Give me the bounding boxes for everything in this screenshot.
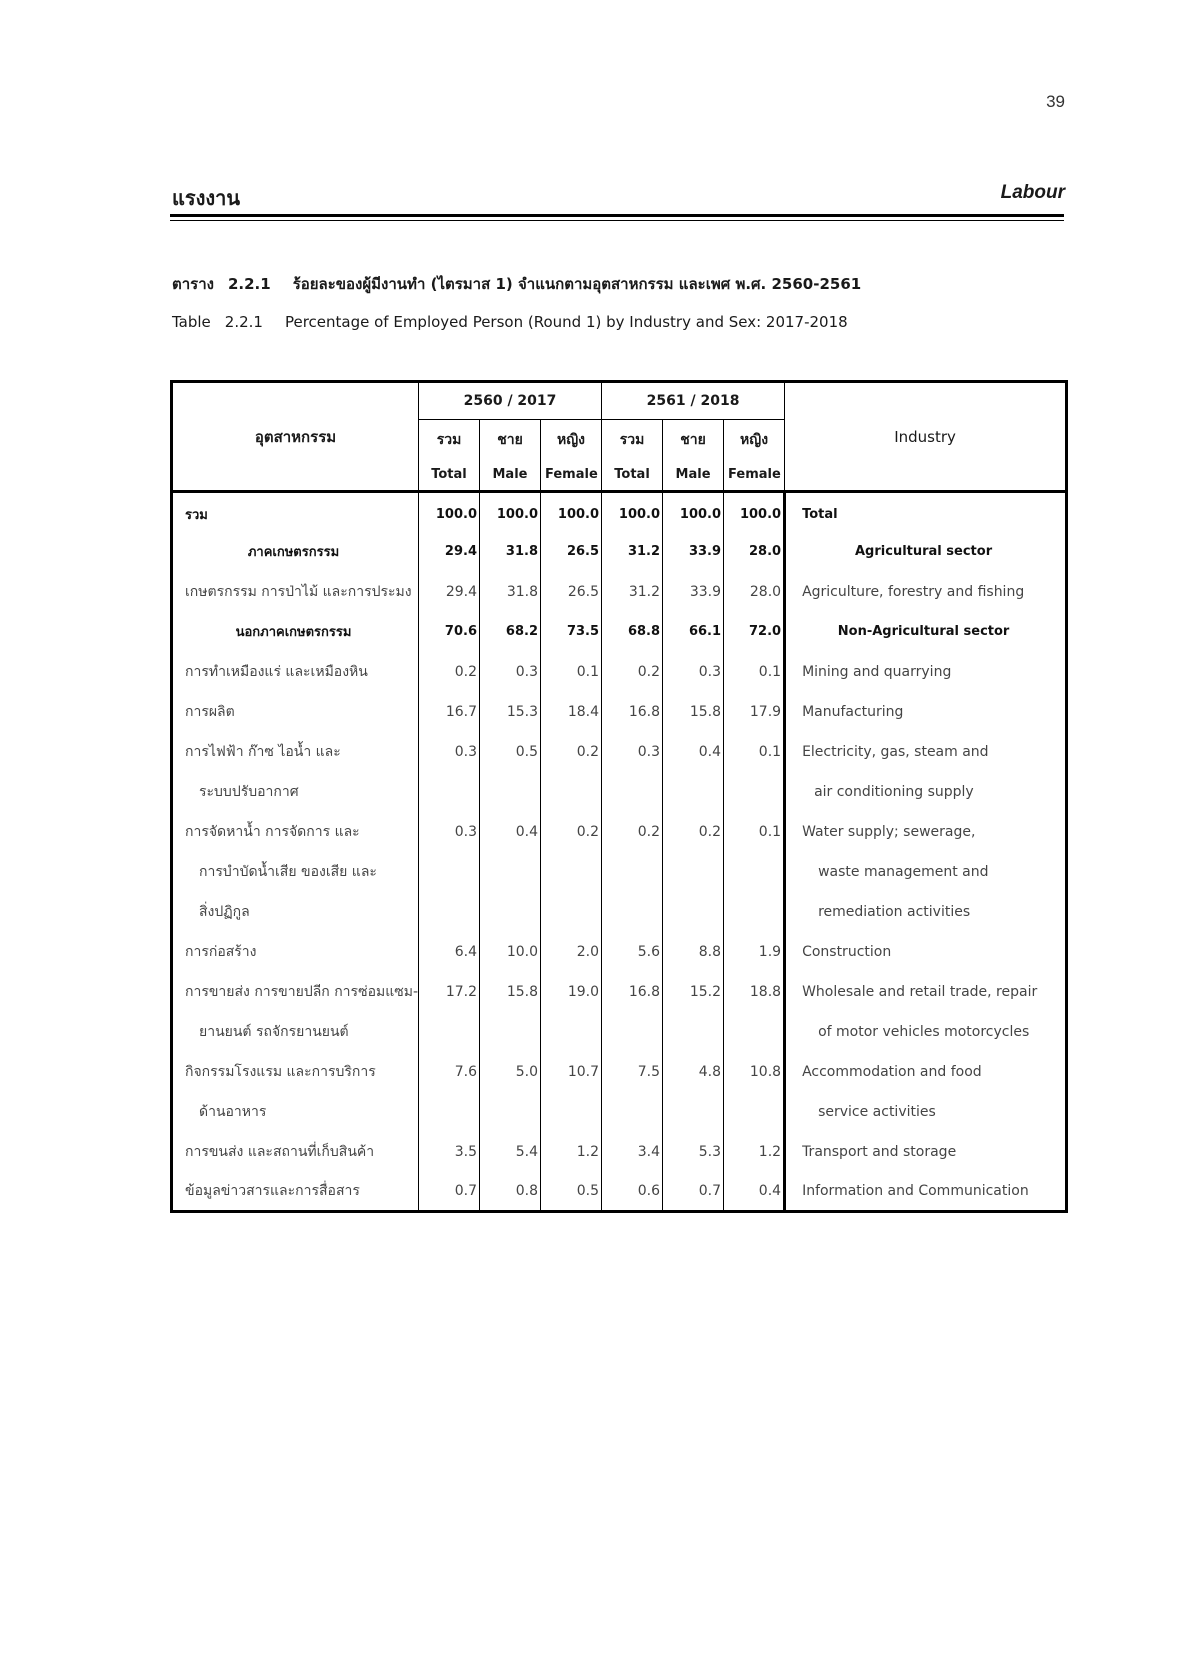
row-label-english: remediation activities: [785, 892, 1067, 932]
value-cell: [480, 772, 541, 812]
value-cell: [419, 772, 480, 812]
value-cell: 28.0: [724, 572, 785, 612]
section-title-english: Labour: [1000, 182, 1065, 203]
row-label-english: Electricity, gas, steam and: [785, 732, 1067, 772]
value-cell: 0.3: [419, 812, 480, 852]
value-cell: [663, 1092, 724, 1132]
value-cell: 8.8: [663, 932, 724, 972]
row-label-english: of motor vehicles motorcycles: [785, 1012, 1067, 1052]
value-cell: 10.7: [541, 1052, 602, 1092]
value-cell: 5.6: [602, 932, 663, 972]
table-row: [172, 932, 1067, 972]
value-cell: [724, 892, 785, 932]
value-cell: 31.8: [480, 532, 541, 572]
header-male-english: Male: [663, 460, 724, 492]
header-year-2560: 2560 / 2017: [419, 382, 602, 420]
value-cell: [724, 852, 785, 892]
row-label-thai: ระบบปรับอากาศ: [199, 783, 299, 800]
row-label-thai: นอกภาคเกษตรกรรม: [235, 625, 352, 640]
value-cell: [419, 1092, 480, 1132]
value-cell: 16.7: [419, 692, 480, 732]
value-cell: [541, 1092, 602, 1132]
value-cell: 0.4: [480, 812, 541, 852]
value-cell: 19.0: [541, 972, 602, 1012]
value-cell: 33.9: [663, 572, 724, 612]
value-cell: 68.8: [602, 612, 663, 652]
header-rule-thin: [170, 220, 1064, 221]
row-label-thai: การไฟฟ้า ก๊าซ ไอน้ำ และ: [185, 743, 341, 760]
header-total-english: Total: [602, 460, 663, 492]
header-male-thai: ชาย: [663, 420, 724, 460]
header-female-english: Female: [724, 460, 785, 492]
header-total-english: Total: [419, 460, 480, 492]
value-cell: [663, 772, 724, 812]
row-label-english: Construction: [785, 932, 1067, 972]
row-label-thai: การขนส่ง และสถานที่เก็บสินค้า: [185, 1143, 375, 1160]
value-cell: 0.3: [419, 732, 480, 772]
row-label-english: Transport and storage: [785, 1132, 1067, 1172]
value-cell: 16.8: [602, 692, 663, 732]
value-cell: [663, 1012, 724, 1052]
header-rule-thick: [170, 214, 1064, 217]
header-year-2561: 2561 / 2018: [602, 382, 785, 420]
table-row: [172, 1172, 1067, 1212]
table-title-english-prefix: Table: [172, 313, 211, 331]
row-label-english: waste management and: [785, 852, 1067, 892]
row-label-thai: รวม: [185, 507, 208, 523]
value-cell: 0.4: [663, 732, 724, 772]
table-row: [172, 772, 1067, 812]
value-cell: 15.2: [663, 972, 724, 1012]
row-label-thai: กิจกรรมโรงแรม และการบริการ: [185, 1063, 376, 1080]
row-label-thai: การจัดหาน้ำ การจัดการ และ: [185, 823, 360, 840]
table-row: [172, 1012, 1067, 1052]
value-cell: 5.3: [663, 1132, 724, 1172]
value-cell: 66.1: [663, 612, 724, 652]
row-label-english: air conditioning supply: [785, 772, 1067, 812]
table-row: [172, 652, 1067, 692]
value-cell: [602, 1092, 663, 1132]
value-cell: 0.1: [541, 652, 602, 692]
row-label-thai: ข้อมูลข่าวสารและการสื่อสาร: [185, 1182, 360, 1199]
value-cell: 29.4: [419, 572, 480, 612]
table-number-english: 2.2.1: [224, 313, 263, 331]
value-cell: [541, 1012, 602, 1052]
header-male-english: Male: [480, 460, 541, 492]
value-cell: 0.3: [480, 652, 541, 692]
table-row: [172, 852, 1067, 892]
value-cell: [602, 852, 663, 892]
value-cell: 3.4: [602, 1132, 663, 1172]
row-label-english: Information and Communication: [785, 1172, 1067, 1212]
table-row: [172, 732, 1067, 772]
value-cell: 26.5: [541, 532, 602, 572]
table-row: [172, 492, 1067, 532]
data-table: [170, 380, 1068, 1213]
table-number: 2.2.1: [227, 275, 271, 293]
value-cell: 28.0: [724, 532, 785, 572]
value-cell: 0.1: [724, 812, 785, 852]
value-cell: 6.4: [419, 932, 480, 972]
value-cell: 33.9: [663, 532, 724, 572]
value-cell: 100.0: [419, 492, 480, 532]
row-label-english: Manufacturing: [785, 692, 1067, 732]
value-cell: 73.5: [541, 612, 602, 652]
row-label-english: Mining and quarrying: [785, 652, 1067, 692]
value-cell: 7.6: [419, 1052, 480, 1092]
value-cell: 17.9: [724, 692, 785, 732]
table-title-thai-text: ร้อยละของผู้มีงานทำ (ไตรมาส 1) จำแนกตามอุตสาหกรรม และเพศ พ.ศ. 2560-2561: [292, 275, 862, 293]
row-label-english: Total: [785, 492, 1067, 532]
value-cell: [419, 1012, 480, 1052]
row-label-thai: การทำเหมืองแร่ และเหมืองหิน: [185, 663, 368, 680]
header-industry-thai: อุตสาหกรรม: [172, 382, 419, 492]
table-title-english-text: Percentage of Employed Person (Round 1) by Industry and Sex: 2017-2018: [284, 313, 848, 331]
table-row: [172, 612, 1067, 652]
value-cell: [724, 1092, 785, 1132]
header-female-thai: หญิง: [724, 420, 785, 460]
value-cell: [419, 892, 480, 932]
row-label-thai: สิ่งปฏิกูล: [199, 903, 250, 920]
value-cell: 0.1: [724, 652, 785, 692]
value-cell: 10.8: [724, 1052, 785, 1092]
value-cell: 0.2: [541, 732, 602, 772]
value-cell: [480, 1012, 541, 1052]
row-label-thai: การก่อสร้าง: [185, 943, 257, 960]
value-cell: 0.3: [663, 652, 724, 692]
value-cell: 100.0: [663, 492, 724, 532]
row-label-thai: ยานยนต์ รถจักรยานยนต์: [199, 1023, 349, 1040]
header-female-thai: หญิง: [541, 420, 602, 460]
row-label-thai: การผลิต: [185, 703, 235, 720]
value-cell: 10.0: [480, 932, 541, 972]
header-female-english: Female: [541, 460, 602, 492]
value-cell: [663, 852, 724, 892]
value-cell: 31.8: [480, 572, 541, 612]
value-cell: [602, 772, 663, 812]
header-total-thai: รวม: [602, 420, 663, 460]
value-cell: [724, 772, 785, 812]
row-label-thai: ด้านอาหาร: [199, 1103, 267, 1120]
value-cell: [541, 772, 602, 812]
header-total-thai: รวม: [419, 420, 480, 460]
value-cell: [419, 852, 480, 892]
value-cell: 3.5: [419, 1132, 480, 1172]
value-cell: 0.2: [602, 812, 663, 852]
value-cell: 72.0: [724, 612, 785, 652]
table-row: [172, 572, 1067, 612]
value-cell: 0.6: [602, 1172, 663, 1212]
row-label-thai: การขายส่ง การขายปลีก การซ่อมแซม-: [185, 983, 419, 1000]
value-cell: 31.2: [602, 532, 663, 572]
table-row: [172, 892, 1067, 932]
value-cell: 26.5: [541, 572, 602, 612]
table-title-thai: [172, 272, 861, 296]
value-cell: 0.4: [724, 1172, 785, 1212]
value-cell: 7.5: [602, 1052, 663, 1092]
value-cell: 100.0: [602, 492, 663, 532]
value-cell: 18.8: [724, 972, 785, 1012]
value-cell: 15.8: [480, 972, 541, 1012]
value-cell: 17.2: [419, 972, 480, 1012]
value-cell: [480, 852, 541, 892]
header-industry-english: Industry: [785, 382, 1067, 492]
value-cell: 0.7: [419, 1172, 480, 1212]
value-cell: 1.2: [724, 1132, 785, 1172]
table-row: [172, 1092, 1067, 1132]
value-cell: [480, 892, 541, 932]
value-cell: 0.5: [541, 1172, 602, 1212]
row-label-thai: เกษตรกรรม การป่าไม้ และการประมง: [185, 583, 412, 600]
row-label-english: service activities: [785, 1092, 1067, 1132]
row-label-english: Wholesale and retail trade, repair: [785, 972, 1067, 1012]
table-row: [172, 972, 1067, 1012]
value-cell: 0.2: [602, 652, 663, 692]
value-cell: 68.2: [480, 612, 541, 652]
row-label-thai: การบำบัดน้ำเสีย ของเสีย และ: [199, 863, 377, 880]
value-cell: 18.4: [541, 692, 602, 732]
section-title-thai: แรงงาน: [172, 186, 241, 210]
value-cell: 0.8: [480, 1172, 541, 1212]
row-label-english: Non-Agricultural sector: [785, 612, 1067, 652]
value-cell: 16.8: [602, 972, 663, 1012]
value-cell: 1.2: [541, 1132, 602, 1172]
value-cell: 100.0: [541, 492, 602, 532]
value-cell: 1.9: [724, 932, 785, 972]
value-cell: 2.0: [541, 932, 602, 972]
value-cell: 31.2: [602, 572, 663, 612]
value-cell: 0.5: [480, 732, 541, 772]
value-cell: 5.4: [480, 1132, 541, 1172]
value-cell: 0.2: [541, 812, 602, 852]
value-cell: 100.0: [724, 492, 785, 532]
value-cell: 70.6: [419, 612, 480, 652]
value-cell: [663, 892, 724, 932]
value-cell: [724, 1012, 785, 1052]
row-label-english: Agricultural sector: [785, 532, 1067, 572]
value-cell: 100.0: [480, 492, 541, 532]
table-title-english: [172, 313, 848, 331]
value-cell: 0.3: [602, 732, 663, 772]
value-cell: 29.4: [419, 532, 480, 572]
value-cell: 15.3: [480, 692, 541, 732]
header-male-thai: ชาย: [480, 420, 541, 460]
value-cell: [480, 1092, 541, 1132]
table-title-thai-prefix: ตาราง: [172, 275, 214, 293]
table-row: [172, 1052, 1067, 1092]
value-cell: [541, 852, 602, 892]
table-row: [172, 1132, 1067, 1172]
value-cell: 15.8: [663, 692, 724, 732]
value-cell: [602, 892, 663, 932]
row-label-english: Accommodation and food: [785, 1052, 1067, 1092]
table-row: [172, 812, 1067, 852]
row-label-english: Agriculture, forestry and fishing: [785, 572, 1067, 612]
value-cell: 4.8: [663, 1052, 724, 1092]
table-row: [172, 692, 1067, 732]
page-number: 39: [1046, 92, 1065, 111]
value-cell: 0.1: [724, 732, 785, 772]
table-row: [172, 532, 1067, 572]
value-cell: 0.2: [663, 812, 724, 852]
value-cell: 5.0: [480, 1052, 541, 1092]
value-cell: [541, 892, 602, 932]
value-cell: 0.7: [663, 1172, 724, 1212]
value-cell: 0.2: [419, 652, 480, 692]
row-label-thai: ภาคเกษตรกรรม: [247, 545, 340, 560]
row-label-english: Water supply; sewerage,: [785, 812, 1067, 852]
value-cell: [602, 1012, 663, 1052]
